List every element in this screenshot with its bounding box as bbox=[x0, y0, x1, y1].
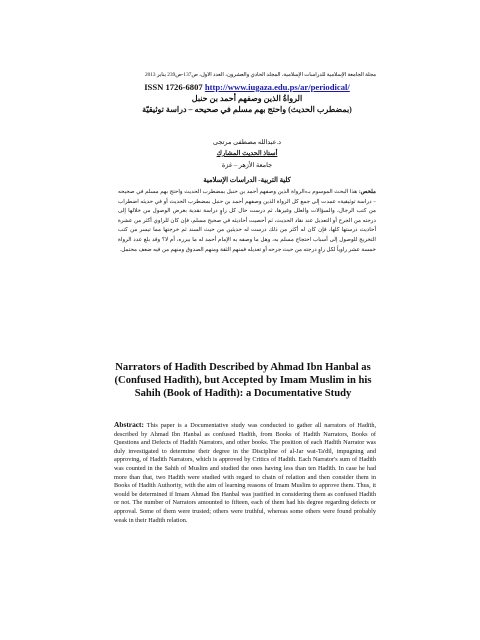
arabic-abstract-text: هذا البحث الموسوم بـ«الرواة الذين وصفهم أحمد بن حنبل بمضطرب الحديث واحتج بهم مسلم في صحيحه – دراسة توثيقية» عمدت إلى جمع كل الرواة الذين وصفهم أحمد بن حنبل بمضطرب الحديث أو في حديثه اضطراب من كتب الرجال، والسؤالات والعلل وغيرها، ثم درست حال كل راوٍ دراسة نقدية بغرض الوصول من خلالها إلى درجته من الجرح أو التعديل عند نقاد الحديث، ثم أحصيت أحاديثه في صحيح مسلم، فإن كان للراوي أكثر من عشرة أحاديث درستها كلها، فإن كان له أكثر من ذلك درست له حديثين من حيث السند ثم خرجتها مما تيسر من كتب التخريج للوصول إلى أسباب احتجاج مسلم به، وهل ما وصفه به الإمام أحمد له ما يبرره، أم لا؟ وقد بلغ عدد الرواة خمسة عشر راوياً لكل راوٍ درجته من حيث جرحه أو تعديله فمنهم الثقة ومنهم الصدوق ومنهم من فيه ضعف محتمل. bbox=[118, 189, 376, 253]
arabic-university: جامعة الأزهر – غزة bbox=[221, 162, 273, 169]
english-abstract-label: Abstract: bbox=[114, 420, 144, 429]
journal-url-link[interactable]: http://www.iugaza.edu.ps/ar/periodical/ bbox=[204, 82, 350, 92]
arabic-abstract-label: ملخص: bbox=[358, 189, 376, 195]
english-title: Narrators of Hadīth Described by Ahmad Ibn Hanbal as (Confused Hadīth), but Accepted by Imam Muslim in his Sahih (Book of Hadīth): a Documentative Study bbox=[114, 362, 372, 399]
english-abstract bbox=[114, 421, 376, 525]
issn-url-line bbox=[118, 82, 376, 92]
arabic-author-rank: أستاذ الحديث المشارك bbox=[216, 150, 278, 157]
arabic-abstract bbox=[118, 188, 376, 255]
arabic-title bbox=[118, 94, 376, 115]
arabic-title-line-2: (بمضطرب الحديث) واحتج بهم مسلم في صحيحه – دراسة توثيقيّة bbox=[142, 104, 352, 114]
arabic-author: د.عبدالله مصطفى مرتجى bbox=[212, 139, 282, 146]
arabic-title-line-1: الرواةُ الذين وصفهم أحمد بن حنبل bbox=[191, 94, 303, 103]
journal-citation: مجلة الجامعة الإسلامية للدراسات الإسلامية، المجلد الحادي والعشرون، العدد الأول، ص137-ص239 يناير 2013 bbox=[144, 72, 376, 78]
english-abstract-text: This paper is a Documentative study was conducted to gather all narrators of Hadīth, described by Ahmad Ibn Hanbal as confused Hadīth, from Books of Hadīth Narrators, Books of Questions and Defects of Hadīth Narrators, and other books. The position of each Hadīth Narrator was duly investigated to determine their degree in the Discipline of al-Jar wat-Ta'dīl, impugning and approving, of Hadīth Narrators, which is approved by Critics of Hadīth. Each Narrator's sum of Hadīth was counted in the Sahih of Muslim and studied the ones having less than ten Hadīth. In case he had more than that, two Hadīth were studied with regard to chain of relation and then consider them in Books of Hadīth Authority, with the aim of learning reasons of Imam Muslim to approve them. Thus, it would be determined if Imam Ahmad Ibn Hanbal was justified in considering them as confused Hadīth or not. The number of Narrators amounted to fifteen, each of them had his degree regarding defects or approval. Some of them were trusted; others were truthful, whereas some others were found probably weak in their Hadīth relation. bbox=[114, 422, 377, 524]
arabic-faculty: كلية التربية- الدراسات الإسلامية bbox=[203, 177, 291, 184]
issn-number: ISSN 1726-6807 bbox=[144, 82, 203, 92]
